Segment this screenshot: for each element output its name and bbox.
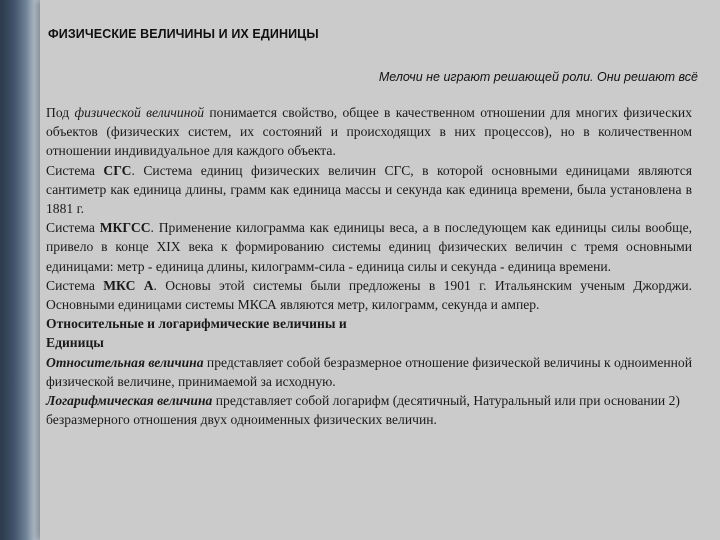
term-physical-quantity: физической величиной — [74, 105, 205, 120]
text: Система — [46, 220, 100, 236]
system-cgs: СГС — [103, 162, 132, 178]
section-heading — [46, 314, 692, 352]
paragraph-definition — [46, 103, 692, 161]
system-mkgss: МКГСС — [99, 220, 151, 236]
paragraph-relative — [46, 353, 692, 391]
term-relative-quantity: Относительная величина — [46, 354, 204, 370]
paragraph-mkgss — [46, 218, 692, 276]
text: . Основы этой системы были предложены в 1901 г. Итальянским ученым Джорджи. Основными единицами системы МКСА являются метр, килограмм, секунда и ампер. — [46, 277, 693, 313]
text: представляет собой логарифм (десятичный, Натуральный или при основании 2) безразмерного отношения двух одноименных физических величин. — [46, 393, 680, 428]
text: Под — [46, 105, 75, 120]
text: . Система единиц физических величин СГС, в которой основными единицами являются сантиметр как единица длины, грамм как единица массы и секунда как единица времени, была установлена в 1881 г. — [46, 162, 692, 217]
slide-title: ФИЗИЧЕСКИЕ ВЕЛИЧИНЫ И ИХ ЕДИНИЦЫ — [48, 27, 319, 41]
text: . Применение килограмма как единицы веса, а в последующем как единицы силы вообще, привело в конце XIX века к формированию системы единиц физических величин с тремя основными единицами: метр - единица длины, килограмм-сила - единица силы и секунда - единица времени. — [46, 220, 693, 274]
text: представляет собой безразмерное отношение физической величины к одноименной физической величине, принимаемой за исходную. — [46, 354, 692, 389]
paragraph-mksa — [46, 276, 692, 314]
text: Система — [46, 162, 104, 178]
term-logarithmic-quantity: Логарифмическая величина — [46, 393, 213, 409]
text: понимается свойство, общее в качественном отношении для многих физических объектов (физических систем, их состояний и происходящих в них процессов), но в количественном отношении индивидуальное для каждого объекта. — [46, 105, 692, 159]
paragraph-logarithmic — [46, 391, 692, 429]
paragraph-cgs — [46, 161, 692, 219]
heading-line-1: Относительные и логарифмические величины и — [46, 316, 347, 332]
heading-line-2: Единицы — [46, 335, 104, 351]
system-mksa: МКС А — [103, 277, 154, 293]
text: Система — [46, 277, 104, 293]
slide-body — [46, 103, 692, 429]
slide-panel — [40, 0, 720, 540]
motto: Мелочи не играют решающей роли. Они решают всё — [378, 70, 698, 84]
